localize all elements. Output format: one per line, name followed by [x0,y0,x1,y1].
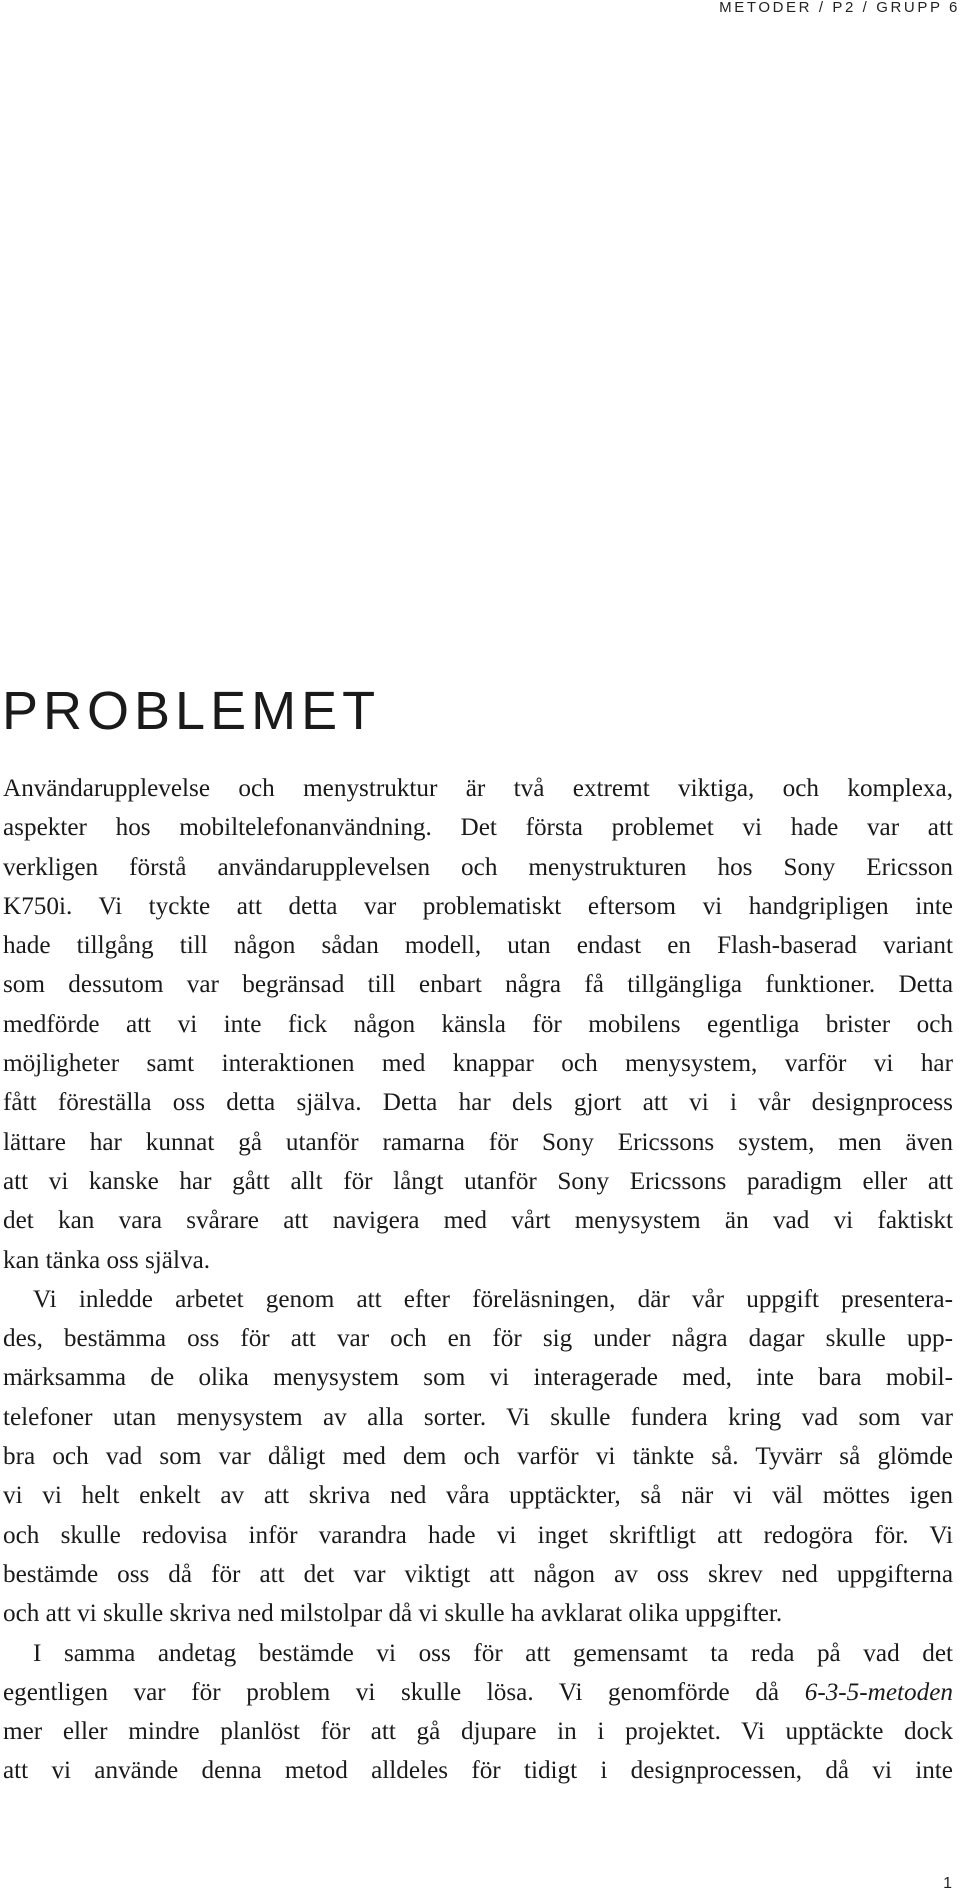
paragraph-3 [3,1634,953,1791]
text-line: aspekter hos mobiltelefonanvändning. Det första problemet vi hade var att [3,814,953,842]
text-segment: egentligen var för problem vi skulle lösa. Vi genomförde då [3,1678,805,1706]
text-line: bra och vad som var dåligt med dem och varför vi tänkte så. Tyvärr så glömde [3,1443,953,1471]
paragraph-2 [3,1280,953,1634]
text-line: som dessutom var begränsad till enbart några få tillgängliga funktioner. Detta [3,971,953,999]
text-line: att vi kanske har gått allt för långt utanför Sony Ericssons paradigm eller att [3,1167,953,1195]
text-line: lättare har kunnat gå utanför ramarna för Sony Ericssons system, men även [3,1128,953,1156]
text-line: vi vi helt enkelt av att skriva ned våra upptäckter, så när vi väl möttes igen [3,1482,953,1510]
text-line: K750i. Vi tyckte att detta var problematiskt eftersom vi handgripligen inte [3,892,953,920]
text-line: märksamma de olika menysystem som vi interagerade med, inte bara mobil- [3,1364,953,1392]
text-line-with-emphasis [3,1673,953,1712]
text-line: Användarupplevelse och menystruktur är två extremt viktiga, och komplexa, [3,775,953,802]
text-line: möjligheter samt interaktionen med knappar och menysystem, varför vi har [3,1050,953,1078]
text-line: kan tänka oss själva. [3,1246,211,1274]
section-title: PROBLEMET [2,681,381,741]
text-line: I samma andetag bestämde vi oss för att gemensamt ta reda på vad det [33,1639,953,1667]
body-text [3,769,953,1791]
text-line: telefoner utan menysystem av alla sorter. Vi skulle fundera kring vad som var [3,1403,953,1431]
text-line: verkligen förstå användarupplevelsen och menystrukturen hos Sony Ericsson [3,853,953,881]
text-line: Vi inledde arbetet genom att efter föreläsningen, där vår uppgift presentera- [33,1285,953,1313]
text-line: fått föreställa oss detta själva. Detta har dels gjort att vi i vår designprocess [3,1089,953,1117]
method-name-emphasis: 6-3-5-metoden [804,1678,953,1706]
text-line: och skulle redovisa inför varandra hade vi inget skriftligt att redogöra för. Vi [3,1521,953,1549]
text-line: hade tillgång till någon sådan modell, utan endast en Flash-baserad variant [3,932,953,960]
text-line: des, bestämma oss för att var och en för sig under några dagar skulle upp- [3,1325,953,1353]
text-line: att vi använde denna metod alldeles för tidigt i designprocessen, då vi inte [3,1757,953,1785]
paragraph-1 [3,769,953,1280]
text-line: och att vi skulle skriva ned milstolpar då vi skulle ha avklarat olika uppgifter. [3,1600,783,1628]
text-line: mer eller mindre planlöst för att gå djupare in i projektet. Vi upptäckte dock [3,1718,953,1746]
text-line: bestämde oss då för att det var viktigt att någon av oss skrev ned uppgifterna [3,1560,953,1588]
text-line: medförde att vi inte fick någon känsla för mobilens egentliga brister och [3,1010,953,1038]
text-line: det kan vara svårare att navigera med vårt menysystem än vad vi faktiskt [3,1207,953,1235]
running-header: METODER / P2 / GRUPP 6 [719,0,960,16]
page-number: 1 [943,1875,952,1892]
